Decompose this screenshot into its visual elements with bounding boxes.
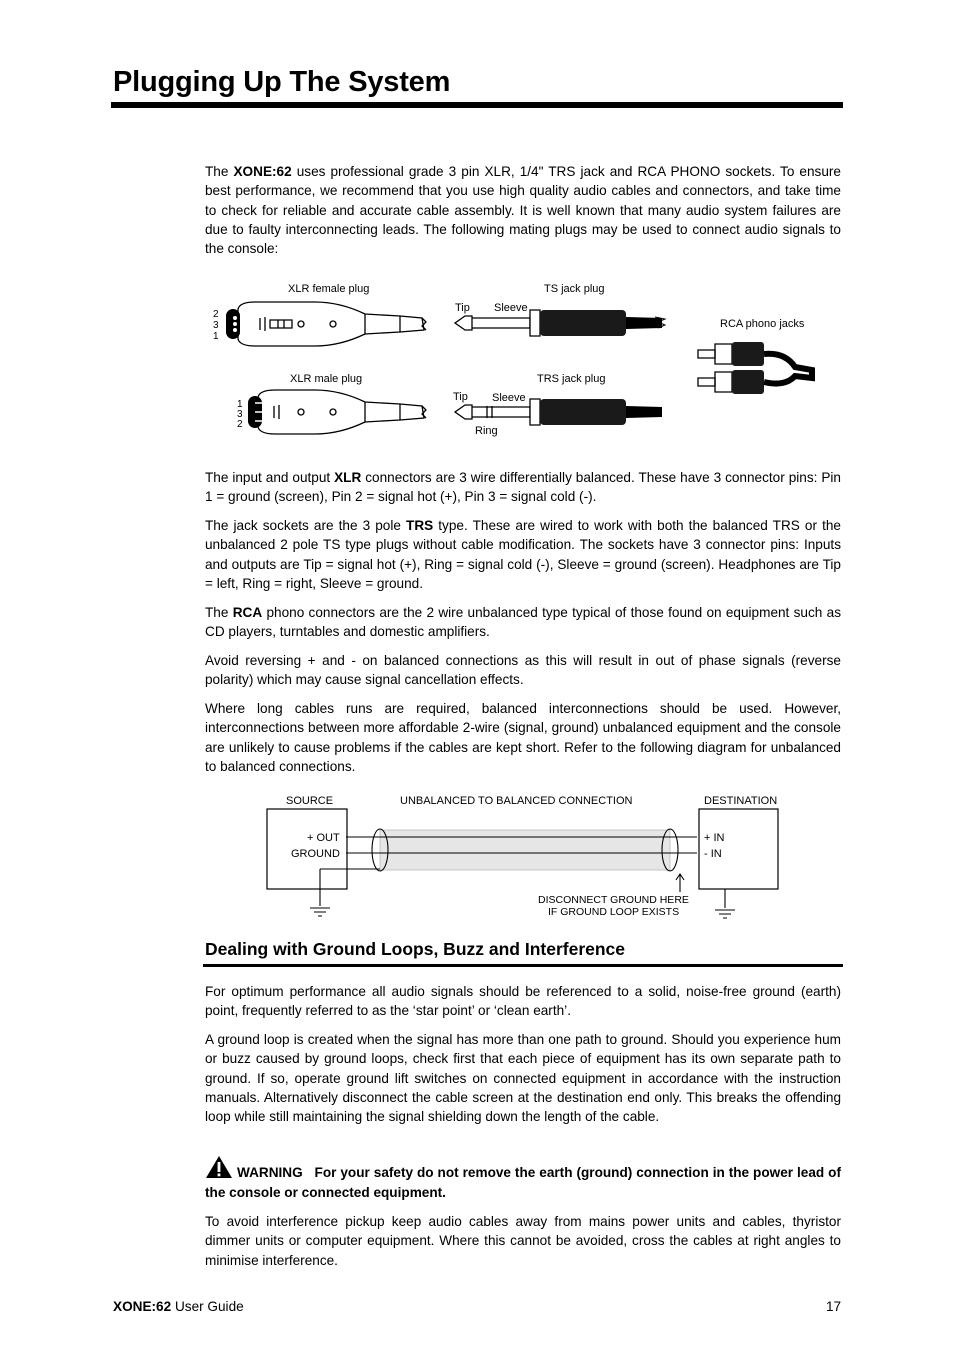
xlr-female-pin: 1 [213,331,219,342]
brand-name: XONE:62 [233,164,292,179]
page-number: 17 [826,1299,842,1314]
ground-note-line2: IF GROUND LOOP EXISTS [548,906,680,918]
xlr-male-plug [258,390,426,434]
xlr-male-pin: 1 [237,399,243,410]
xlr-male-label: XLR male plug [290,373,363,385]
page-title: Plugging Up The System [113,66,451,98]
trs-ring-label: Ring [475,425,498,437]
xlr-female-label: XLR female plug [288,283,370,295]
intro-paragraph: The XONE:62 uses professional grade 3 pin XLR, 1/4" TRS jack and RCA PHONO sockets. To ensure best performance, we recommend that you use high quality audio cables and connectors, and take time to check for reliable and accurate cable assembly. It is well known that many audio system failures are due to faulty interconnecting leads. The following mating plugs may be used to connect audio signals to the console: [205,164,841,257]
xlr-paragraph: The input and output XLR connectors are 3 wire differentially balanced. These have 3 connector pins: Pin 1 = ground (screen), Pin 2 = signal hot (+), Pin 3 = signal cold (-). [205,470,841,505]
ts-jack-label: TS jack plug [544,283,605,295]
trs-tip-label: Tip [453,391,468,403]
cable-shield [380,830,670,870]
ts-sleeve-label: Sleeve [494,302,528,314]
xlr-male-pin: 2 [237,419,243,430]
star-point-paragraph: For optimum performance all audio signals should be referenced to a solid, noise-free ground (earth) point, frequently referred to as the ‘star point’ or ‘clean earth’. [205,984,841,1019]
warning-paragraph: WARNING For your safety do not remove the earth (ground) connection in the power lead of the console or connected equipment. [205,1155,841,1202]
source-label: SOURCE [286,795,334,807]
xlr-female-pin: 3 [213,320,219,331]
rca-paragraph: The RCA phono connectors are the 2 wire unbalanced type typical of those found on equipment such as CD players, turntables and domestic amplifiers. [205,605,841,640]
ts-jack-body [540,310,626,336]
xlr-female-plug [238,302,426,346]
ground-note-line1: DISCONNECT GROUND HERE [538,894,689,906]
xlr-male-pin: 3 [237,409,243,420]
plug-diagram [200,272,840,447]
long-cables-paragraph: Where long cables runs are required, balanced interconnections should be used. However, interconnections between more affordable 2-wire (signal, ground) unbalanced equipment and the console are unlikely to cause problems if the cables are kept short. Refer to the following diagram for unbalanced to balanced connections. [205,701,841,774]
destination-label: DESTINATION [704,795,778,807]
footer-title: XONE:62 User Guide [113,1299,244,1314]
trs-sleeve-label: Sleeve [492,392,526,404]
xlr-female-pin: 2 [213,309,219,320]
connection-diagram [260,788,790,926]
trs-jack-label: TRS jack plug [537,373,606,385]
in-minus-label: - IN [704,848,722,860]
ground-label: GROUND [291,848,340,860]
interference-paragraph: To avoid interference pickup keep audio cables away from mains power units and cables, thyristor dimmer units or computer equipment. Where this cannot be avoided, cross the cables at right angles to minimise interference. [205,1214,841,1268]
warning-icon [205,1155,233,1179]
trs-paragraph: The jack sockets are the 3 pole TRS type. These are wired to work with both the balanced TRS or the unbalanced 2 pole TS type plugs without cable modification. The sockets have 3 connector pins: Inputs and outputs are Tip = signal hot (+), Ring = signal cold (-), Sleeve = ground (screen). Headphones are Tip = left, Ring = right, Sleeve = ground. [205,518,841,591]
rca-label: RCA phono jacks [720,318,805,330]
out-label: + OUT [307,832,340,844]
ts-tip-label: Tip [455,302,470,314]
trs-jack-body [540,399,626,425]
title-rule [111,102,843,108]
section-heading: Dealing with Ground Loops, Buzz and Interference [205,939,626,959]
polarity-paragraph: Avoid reversing + and - on balanced connections as this will result in out of phase signals (reverse polarity) which may cause signal cancellation effects. [205,653,841,688]
in-plus-label: + IN [704,832,725,844]
ground-loop-paragraph: A ground loop is created when the signal has more than one path to ground. Should you experience hum or buzz caused by ground loops, check first that each piece of equipment has its own separate path to ground. If so, operate ground lift switches on connected equipment in accordance with the instruction manuals. Alternatively disconnect the cable screen at the destination end only. This breaks the offending loop while still maintaining the signal shielding down the length of the cable. [205,1032,841,1125]
section-rule [203,964,843,967]
diagram-title: UNBALANCED TO BALANCED CONNECTION [400,795,633,807]
rca-plugs [698,344,732,392]
